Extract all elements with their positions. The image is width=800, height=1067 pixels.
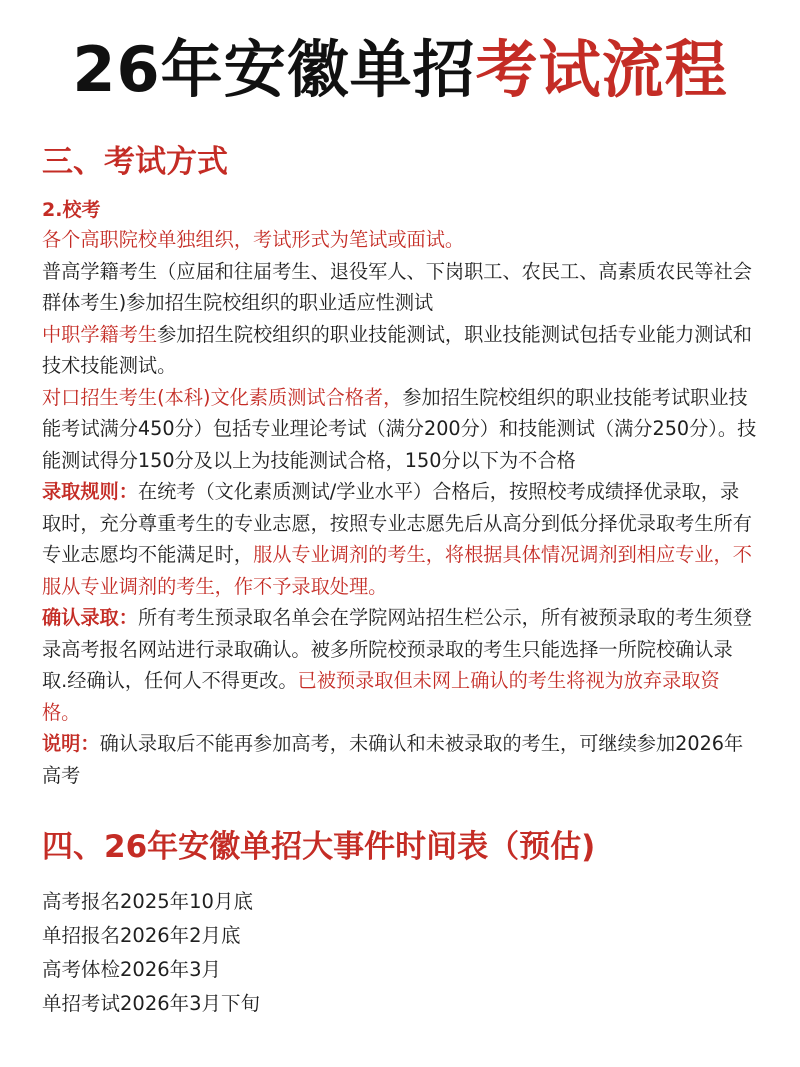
timeline-item: 单招考试2026年3月下旬 xyxy=(42,992,261,1015)
vocational-students-paragraph xyxy=(42,319,758,382)
admission-rules-highlight: 服从专业调剂的考生，将根据具体情况调剂到相应专业，不服从专业调剂的考生，作不予录取处理。 xyxy=(42,543,752,598)
confirm-admission-text: 所有考生预录取名单会在学院网站招生栏公示，所有被预录取的考生须登录高考报名网站进行录取确认。被多所院校预录取的考生只能选择一所院校确认录取.经确认，任何人不得更改。 xyxy=(42,606,752,692)
note-text: 确认录取后不能再参加高考，未确认和未被录取的考生，可继续参加2026年高考 xyxy=(42,732,744,787)
counterpart-students-paragraph xyxy=(42,382,758,477)
counterpart-students-text: 参加招生院校组织的职业技能考试职业技能考试满分450分）包括专业理论考试（满分200分）和技能测试（满分250分）。技能测试得分150分及以上为技能测试合格，150分以下为不合格 xyxy=(42,385,757,472)
section-heading-timeline: 四、26年安徽单招大事件时间表（预估) xyxy=(42,829,596,865)
vocational-students-label: 中职学籍考生 xyxy=(42,322,158,346)
confirm-admission-label: 确认录取： xyxy=(42,606,138,629)
admission-rules-text: 在统考（文化素质测试/学业水平）合格后，按照校考成绩择优录取，录取时，充分尊重考生的专业志愿，按照专业志愿先后从高分到低分择优录取考生所有专业志愿均不能满足时， xyxy=(42,480,752,566)
section-heading-exam-method: 三、考试方式 xyxy=(42,144,228,180)
general-students-paragraph: 普高学籍考生（应届和往届考生、退役军人、下岗职工、农民工、高素质农民等社会群体考生)参加招生院校组织的职业适应性测试 xyxy=(42,259,752,314)
counterpart-students-label: 对口招生考生(本科)文化素质测试合格者， xyxy=(42,385,403,409)
timeline-item: 单招报名2026年2月底 xyxy=(42,924,241,947)
title-part-black: 26年安徽单招 xyxy=(72,33,476,106)
admission-rules-label: 录取规则： xyxy=(42,480,138,503)
timeline-item: 高考报名2025年10月底 xyxy=(42,890,253,913)
note-label: 说明： xyxy=(42,732,100,755)
confirm-admission-paragraph xyxy=(42,602,758,728)
admission-rules-paragraph xyxy=(42,476,758,602)
title-part-red: 考试流程 xyxy=(475,33,728,106)
timeline-item: 高考体检2026年3月 xyxy=(42,958,222,981)
vocational-students-text: 参加招生院校组织的职业技能测试，职业技能测试包括专业能力测试和技术技能测试。 xyxy=(42,322,752,377)
confirm-admission-highlight: 已被预录取但未网上确认的考生将视为放弃录取资格。 xyxy=(42,669,720,724)
note-paragraph xyxy=(42,728,758,791)
subheading-school-exam: 2.校考 xyxy=(42,199,101,221)
timeline-list xyxy=(42,885,758,1021)
page-title xyxy=(42,0,758,120)
intro-paragraph: 各个高职院校单独组织，考试形式为笔试或面试。 xyxy=(42,228,465,251)
